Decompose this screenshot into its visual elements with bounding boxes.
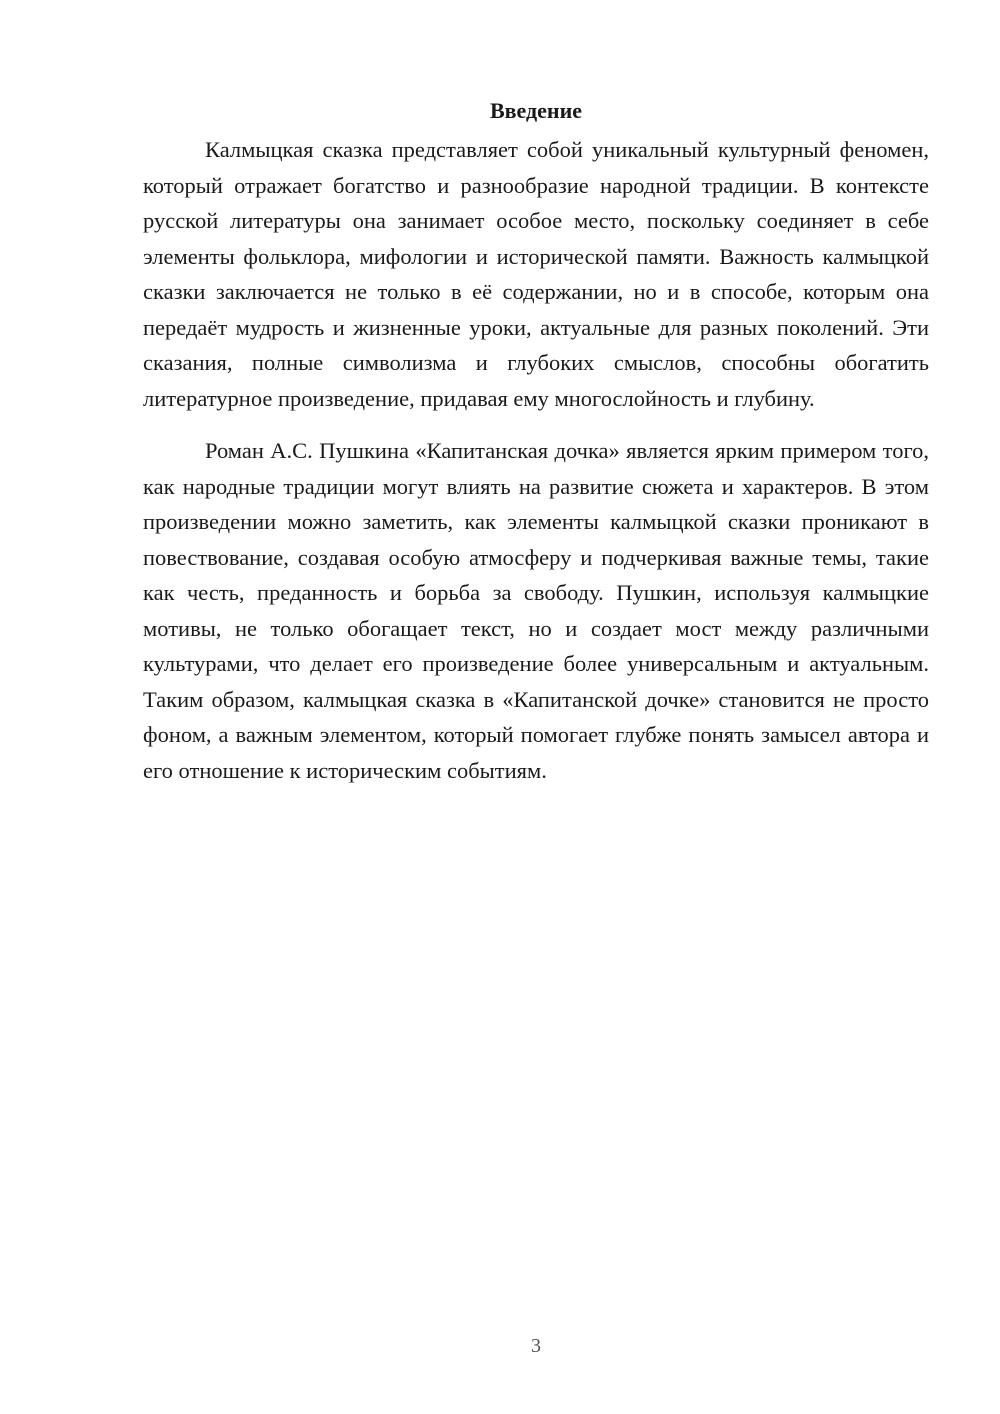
page-number: 3 (531, 1335, 541, 1357)
page-content (143, 96, 929, 788)
paragraph-1: Калмыцкая сказка представляет собой уникальный культурный феномен, который отражает богатство и разнообразие народной традиции. В контексте русской литературы она занимает особое место, поскольку соединяет в себе элементы фольклора, мифологии и исторической памяти. Важность калмыцкой сказки заключается не только в её содержании, но и в способе, которым она передаёт мудрость и жизненные уроки, актуальные для разных поколений. Эти сказания, полные символизма и глубоких смыслов, способны обогатить литературное произведение, придавая ему многослойность и глубину. (143, 137, 929, 411)
section-heading: Введение (489, 98, 583, 123)
paragraph-2: Роман А.С. Пушкина «Капитанская дочка» является ярким примером того, как народные традиции могут влиять на развитие сюжета и характеров. В этом произведении можно заметить, как элементы калмыцкой сказки проникают в повествование, создавая особую атмосферу и подчеркивая важные темы, такие как честь, преданность и борьба за свободу. Пушкин, используя калмыцкие мотивы, не только обогащает текст, но и создает мост между различными культурами, что делает его произведение более универсальным и актуальным. Таким образом, калмыцкая сказка в «Капитанской дочке» становится не просто фоном, а важным элементом, который помогает глубже понять замысел автора и его отношение к историческим событиям. (143, 438, 929, 783)
